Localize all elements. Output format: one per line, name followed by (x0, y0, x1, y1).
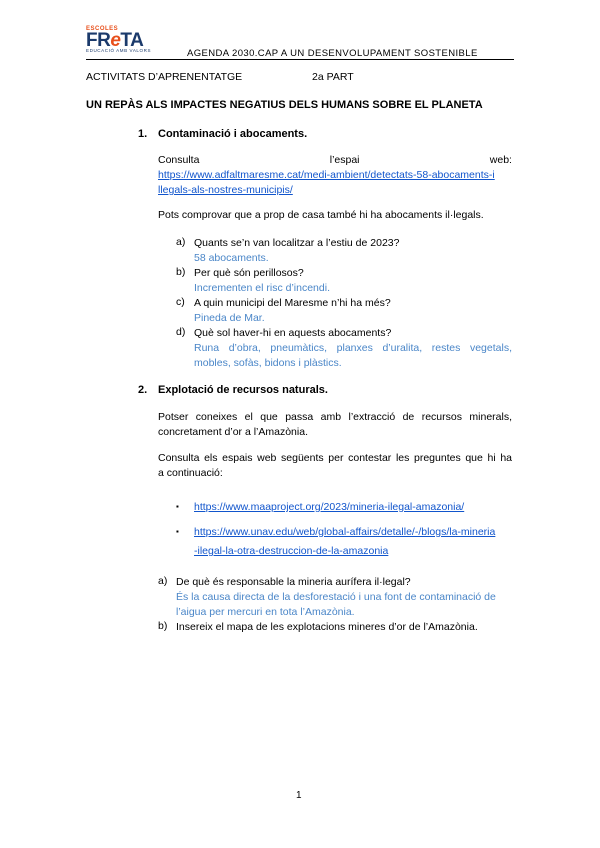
answer-text: Pineda de Mar. (194, 312, 265, 324)
section-2-number: 2. (138, 384, 148, 396)
bullet-icon: ▪ (176, 527, 179, 536)
question-text: A quin municipi del Maresme n’hi ha més? (194, 297, 391, 309)
section-1-intro: Pots comprovar que a prop de casa també hi ha abocaments il·legals. (158, 209, 484, 221)
section-2-paragraph-1-line-1: Potser coneixes el que passa amb l’extracció de recursos minerals, (158, 411, 512, 423)
bullet-icon: ▪ (176, 502, 179, 511)
space-word: l’espai (329, 154, 360, 166)
maaproject-link[interactable]: https://www.maaproject.org/2023/mineria-ilegal-amazonia/ (194, 501, 465, 513)
answer-text: Runa d’obra, pneumàtics, planxes d’uralita, restes vegetals, (194, 342, 512, 354)
adfalt-link-line-1[interactable]: https://www.adfaltmaresme.cat/medi-ambient/detectats-58-abocaments-i (158, 169, 495, 181)
question-label: a) (158, 575, 168, 587)
section-2-paragraph-1-line-2: concretament d’or a l’Amazònia. (158, 426, 308, 438)
adfalt-link-line-2[interactable]: llegals-als-nostres-municipis/ (158, 184, 293, 196)
section-1-title: Contaminació i abocaments. (158, 128, 308, 140)
unav-link-line-2[interactable]: -ilegal-la-otra-destruccion-de-la-amazonia (194, 545, 389, 557)
logo-tagline: EDUCACIÓ AMB VALORS (86, 48, 152, 53)
consult-word: Consulta (158, 154, 200, 166)
question-label: a) (176, 236, 186, 248)
answer-text: 58 abocaments. (194, 252, 269, 264)
section-2-title: Explotació de recursos naturals. (158, 384, 328, 396)
answer-text: mobles, sofàs, bidons i plàstics. (194, 357, 342, 369)
logo-part-b: TA (120, 30, 144, 51)
question-label: c) (176, 296, 185, 308)
question-text: Quants se’n van localitzar a l’estiu de 2023? (194, 237, 400, 249)
section-2-paragraph-2-line-1: Consulta els espais web següents per contestar les preguntes que hi ha (158, 452, 512, 464)
web-word: web: (489, 154, 512, 166)
page-number: 1 (296, 790, 302, 801)
header-title: AGENDA 2030.CAP A UN DESENVOLUPAMENT SOSTENIBLE (187, 48, 478, 59)
answer-text: l’aigua per mercuri en tota l’Amazònia. (176, 606, 355, 618)
main-title: UN REPÀS ALS IMPACTES NEGATIUS DELS HUMANS SOBRE EL PLANETA (86, 99, 483, 111)
unav-link-line-1[interactable]: https://www.unav.edu/web/global-affairs/detalle/-/blogs/la-mineria (194, 526, 496, 538)
question-text: Per què són perillosos? (194, 267, 304, 279)
answer-text: Incrementen el risc d’incendi. (194, 282, 330, 294)
question-label: b) (176, 266, 186, 278)
question-label: b) (158, 620, 168, 632)
logo-top-text: ESCOLES (86, 26, 119, 32)
header-divider (86, 59, 514, 60)
part-label: 2a PART (312, 71, 354, 83)
consult-line (158, 153, 512, 168)
question-label: d) (176, 326, 186, 338)
answer-text: És la causa directa de la desforestació i una font de contaminació de (176, 591, 496, 603)
question-text: Què sol haver-hi en aquests abocaments? (194, 327, 392, 339)
section-1-number: 1. (138, 128, 148, 140)
question-text: Insereix el mapa de les explotacions mineres d’or de l’Amazònia. (176, 621, 478, 633)
activities-label: ACTIVITATS D’APRENENTATGE (86, 71, 243, 83)
section-2-paragraph-2-line-2: a continuació: (158, 467, 223, 479)
logo-part-a: FR (86, 30, 111, 51)
logo-part-e: e (110, 30, 121, 51)
question-text: De què és responsable la mineria aurífera il·legal? (176, 576, 411, 588)
